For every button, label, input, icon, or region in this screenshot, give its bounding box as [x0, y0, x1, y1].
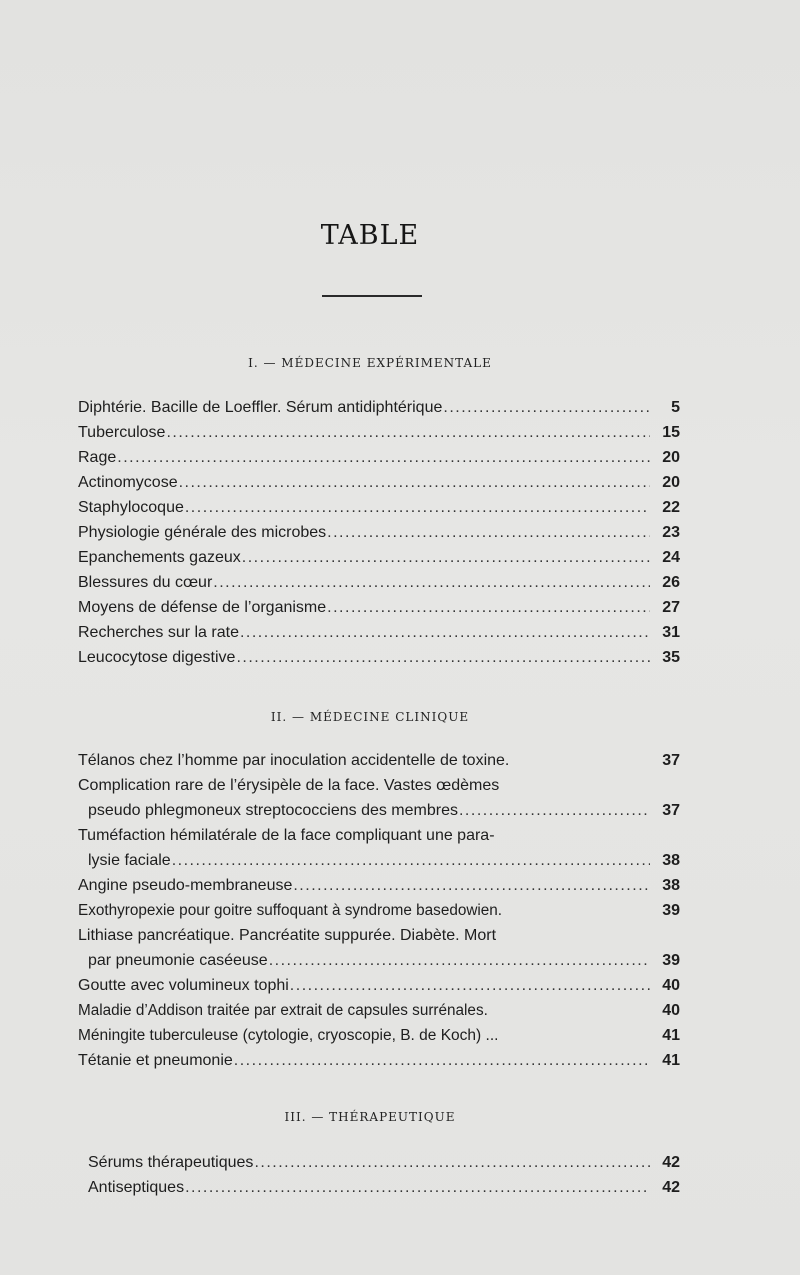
leader-dots [172, 848, 650, 873]
toc-entry[interactable] [78, 1048, 680, 1073]
toc-section-clinique [78, 748, 680, 1073]
toc-entry-title: Diphtérie. Bacille de Loeffler. Sérum antidiphtérique [78, 399, 443, 416]
toc-entry[interactable] [78, 520, 680, 545]
leader-dots [242, 545, 650, 570]
toc-entry[interactable] [78, 748, 680, 773]
leader-dots [290, 973, 650, 998]
toc-entry[interactable] [78, 595, 680, 620]
toc-entry[interactable] [78, 1023, 680, 1048]
leader-dots [234, 1048, 650, 1073]
toc-entry-page: 26 [662, 574, 680, 591]
toc-section-experimentale [78, 395, 680, 670]
toc-entry-line1[interactable] [78, 773, 680, 798]
toc-entry-title: Maladie d’Addison traitée par extrait de capsules surrénales. [78, 1002, 488, 1019]
toc-entry-title: Antiseptiques [88, 1179, 185, 1196]
toc-entry-page: 42 [662, 1154, 680, 1171]
toc-entry-title: Actinomycose [78, 474, 178, 491]
toc-entry[interactable] [78, 898, 680, 923]
toc-entry-page: 38 [662, 877, 680, 894]
toc-entry-page: 27 [662, 599, 680, 616]
toc-entry-title: Sérums thérapeutiques [88, 1154, 254, 1171]
toc-entry-title: Rage [78, 449, 117, 466]
leader-dots [179, 470, 650, 495]
toc-entry-title: Blessures du cœur [78, 574, 213, 591]
section-heading-therapeutique: III. — THÉRAPEUTIQUE [284, 1110, 456, 1124]
page-title: TABLE [320, 220, 420, 251]
leader-dots [269, 948, 650, 973]
leader-dots [240, 620, 650, 645]
toc-entry-title: Epanchements gazeux [78, 549, 241, 566]
leader-dots [166, 420, 650, 445]
toc-entry[interactable] [78, 645, 680, 670]
toc-entry-title: Goutte avec volumineux tophi [78, 977, 289, 994]
toc-entry-line1[interactable] [78, 923, 680, 948]
toc-entry-title: Leucocytose digestive [78, 649, 236, 666]
toc-entry-page: 35 [662, 649, 680, 666]
toc-entry-line2[interactable] [78, 798, 680, 823]
toc-entry[interactable] [78, 570, 680, 595]
leader-dots [236, 645, 650, 670]
toc-entry-line2[interactable] [78, 848, 680, 873]
toc-entry-title: Télanos chez l’homme par inoculation accidentelle de toxine. [78, 752, 510, 769]
toc-entry-page: 40 [662, 1002, 680, 1019]
toc-entry-page: 22 [662, 499, 680, 516]
toc-entry-page: 20 [662, 449, 680, 466]
toc-entry-title: Tuméfaction hémilatérale de la face compliquant une para- [78, 827, 495, 844]
toc-entry-title: Recherches sur la rate [78, 624, 239, 641]
toc-entry-line2[interactable] [78, 948, 680, 973]
toc-entry-line1[interactable] [78, 823, 680, 848]
toc-entry-title: Lithiase pancréatique. Pancréatite suppurée. Diabète. Mort [78, 927, 497, 944]
toc-entry-page: 39 [662, 952, 680, 969]
toc-entry-title: Tuberculose [78, 424, 166, 441]
toc-entry-page: 23 [662, 524, 680, 541]
toc-entry-title: Complication rare de l’érysipèle de la face. Vastes œdèmes [78, 777, 500, 794]
toc-entry[interactable] [78, 495, 680, 520]
toc-entry-page: 40 [662, 977, 680, 994]
leader-dots [459, 798, 650, 823]
toc-entry-title: Tétanie et pneumonie [78, 1052, 233, 1069]
toc-entry-page: 31 [662, 624, 680, 641]
toc-entry[interactable] [78, 395, 680, 420]
toc-entry-page: 42 [662, 1179, 680, 1196]
toc-entry-title: Moyens de défense de l’organisme [78, 599, 327, 616]
toc-entry-title: Staphylocoque [78, 499, 184, 516]
toc-entry[interactable] [78, 620, 680, 645]
toc-entry-page: 39 [662, 902, 680, 919]
leader-dots [443, 395, 650, 420]
toc-entry[interactable] [78, 973, 680, 998]
toc-entry-page: 41 [662, 1052, 680, 1069]
toc-entry-page: 24 [662, 549, 680, 566]
leader-dots [117, 445, 650, 470]
leader-dots [327, 595, 650, 620]
toc-entry[interactable] [78, 420, 680, 445]
leader-dots [254, 1150, 650, 1175]
toc-entry[interactable] [78, 545, 680, 570]
toc-section-therapeutique [78, 1150, 680, 1200]
toc-entry-title: Physiologie générale des microbes [78, 524, 327, 541]
toc-entry[interactable] [78, 873, 680, 898]
toc-entry-page: 37 [662, 752, 680, 769]
section-heading-experimentale: I. — MÉDECINE EXPÉRIMENTALE [248, 356, 492, 370]
title-rule [322, 295, 422, 297]
toc-entry-page: 38 [662, 852, 680, 869]
leader-dots [327, 520, 650, 545]
toc-entry-page: 5 [671, 399, 680, 416]
toc-entry-title: Méningite tuberculeuse (cytologie, cryoscopie, B. de Koch) ... [78, 1027, 499, 1044]
toc-entry-page: 15 [662, 424, 680, 441]
toc-entry-continuation: pseudo phlegmoneux streptococciens des membres [88, 802, 458, 819]
toc-entry-title: Angine pseudo-membraneuse [78, 877, 293, 894]
leader-dots [185, 495, 650, 520]
toc-entry-page: 20 [662, 474, 680, 491]
toc-entry-page: 41 [662, 1027, 680, 1044]
toc-entry[interactable] [78, 1175, 680, 1200]
section-heading-clinique: II. — MÉDECINE CLINIQUE [270, 710, 470, 724]
toc-entry[interactable] [78, 1150, 680, 1175]
toc-entry-page: 37 [662, 802, 680, 819]
toc-entry-continuation: par pneumonie caséeuse [88, 952, 268, 969]
toc-entry-continuation: lysie faciale [88, 852, 171, 869]
toc-entry[interactable] [78, 470, 680, 495]
leader-dots [213, 570, 650, 595]
leader-dots [185, 1175, 650, 1200]
toc-entry[interactable] [78, 998, 680, 1023]
toc-entry-title: Exothyropexie pour goitre suffoquant à syndrome basedowien. [78, 902, 503, 919]
leader-dots [293, 873, 650, 898]
toc-entry[interactable] [78, 445, 680, 470]
